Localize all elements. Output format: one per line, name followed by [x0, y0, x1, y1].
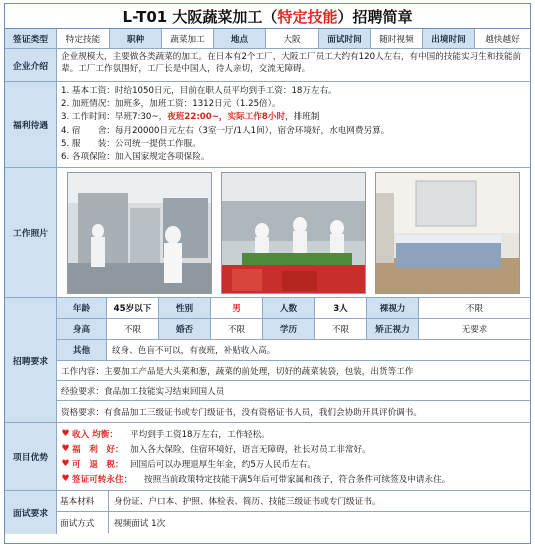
req-row-2 — [57, 319, 530, 340]
interview-label: 面试要求 — [5, 491, 57, 534]
interview-materials-label: 基本材料 — [57, 491, 109, 511]
interview-time-label: 面试时间 — [319, 29, 371, 48]
req-height-value: 不限 — [107, 319, 159, 339]
benefit-salary: 1. 基本工资：时给1050日元，目前在职人员平均到手工资：18万左右。 — [61, 86, 337, 96]
benefits-label: 福利待遇 — [5, 82, 57, 167]
photos-label: 工作照片 — [5, 168, 57, 297]
benefit-hours-highlight: 夜班22:00~，实际工作8小时 — [167, 112, 286, 123]
heart-icon: ♥ — [61, 473, 70, 484]
interview-materials-value: 身份证、户口本、护照、体检表、简历、技能三级证书或专门级证书。 — [114, 497, 381, 507]
benefits-row — [5, 82, 530, 168]
title-suffix: ）招聘简章 — [337, 7, 413, 26]
heart-icon: ♥ — [61, 428, 70, 439]
advantage-income-key: 收入 均衡： — [72, 429, 118, 440]
benefits-list — [57, 82, 530, 167]
recruitment-sheet — [4, 3, 531, 544]
req-corrected-vision-label: 矫正视力 — [367, 319, 419, 339]
advantage-tax-value: 回国后可以办理退厚生年金，约5万人民币左右。 — [130, 459, 316, 470]
factory-photo-2 — [221, 172, 366, 294]
departure-time-value: 越快越好 — [485, 34, 520, 45]
advantages-row — [5, 423, 530, 491]
advantage-visa-value: 按照当前政策特定技能干满5年后可带家属和孩子，符合条件可续签及申请永住。 — [144, 474, 451, 485]
job-type-value: 蔬菜加工 — [162, 29, 214, 48]
req-other-label: 其他 — [57, 340, 107, 360]
req-height-label: 身高 — [57, 319, 107, 339]
advantage-tax-key: 可 退 税： — [72, 459, 124, 470]
interview-materials-row — [57, 491, 530, 512]
req-married-label: 婚否 — [159, 319, 211, 339]
benefit-hours — [61, 111, 526, 124]
dorm-photo — [375, 172, 520, 294]
benefit-dorm: 4. 宿 舍：每月20000日元左右（3室一厅/1人1间），宿舍环境好，水电网费另算。 — [61, 125, 390, 136]
title-prefix: L-T01 大阪蔬菜加工（ — [122, 7, 278, 26]
req-naked-vision-value: 不限 — [465, 304, 484, 314]
visa-row — [5, 29, 530, 49]
benefit-uniform: 5. 服 装：公司统一提供工作服。 — [61, 138, 201, 149]
advantage-welfare — [59, 441, 528, 456]
company-label: 企业介绍 — [5, 49, 57, 81]
advantage-visa-key: 签证可转永住： — [72, 474, 133, 485]
benefit-insurance: 6. 各项保险：加入国家规定各项保险。 — [61, 152, 210, 163]
benefit-hours-a: 3. 工作时间：早班7:30~， — [61, 112, 168, 123]
req-row-1 — [57, 298, 530, 319]
req-gender-label: 性别 — [159, 298, 211, 318]
visa-label: 签证类型 — [5, 29, 57, 48]
heart-icon: ♥ — [61, 443, 70, 454]
req-qualification: 资格要求：有食品加工三级证书或专门级证书，没有资格证书人员，我们会协助开具评价调书。 — [61, 407, 422, 418]
advantage-welfare-value: 加入各大保险，住宿环境好，语言无障碍，社长对员工非常好。 — [130, 444, 371, 455]
req-row-other — [57, 340, 530, 361]
location-value: 大阪 — [266, 29, 319, 48]
heart-icon: ♥ — [61, 458, 70, 469]
interview-method-row — [57, 512, 530, 533]
req-age-label: 年龄 — [57, 298, 107, 318]
req-corrected-vision-value: 无要求 — [461, 325, 488, 335]
advantage-income — [59, 426, 528, 441]
req-education-value: 不限 — [315, 319, 367, 339]
departure-time-label: 出境时间 — [423, 29, 475, 48]
page-title — [5, 4, 530, 29]
job-type-label: 职种 — [110, 29, 162, 48]
req-experience: 经验要求：食品加工技能实习结束回国人员 — [57, 381, 530, 401]
factory-photo-1 — [67, 172, 212, 294]
req-gender-value: 男 — [211, 298, 263, 318]
visa-type-value: 特定技能 — [57, 29, 110, 48]
company-text: 企业规模大，主要做各类蔬菜的加工。在日本有2个工厂，大阪工厂员工大约有120人左右，有中国的技能实习生和技能前辈。工厂工作氛围好，工厂长是中国人，待人亲切，交流无障碍。 — [61, 52, 522, 75]
req-naked-vision-label: 裸视力 — [367, 298, 419, 318]
advantage-welfare-key: 福 利 好： — [72, 444, 124, 455]
advantages-label: 项目优势 — [5, 423, 57, 490]
req-other-value: 纹身、色盲不可以，有夜班，补贴收入高。 — [112, 346, 276, 356]
req-count-value: 3人 — [315, 298, 367, 318]
location-label: 地点 — [214, 29, 266, 48]
req-age-value: 45岁以下 — [107, 298, 159, 318]
interview-time-value: 随时视频 — [371, 29, 423, 48]
req-count-label: 人数 — [263, 298, 315, 318]
req-education-label: 学历 — [263, 319, 315, 339]
title-highlight: 特定技能 — [277, 7, 338, 26]
company-row — [5, 49, 530, 82]
interview-row — [5, 491, 530, 534]
interview-method-label: 面试方式 — [57, 512, 109, 533]
photos-row — [5, 168, 530, 298]
advantage-tax — [59, 456, 528, 471]
advantage-visa — [59, 471, 528, 486]
req-married-value: 不限 — [211, 319, 263, 339]
requirements-label: 招聘要求 — [5, 298, 57, 422]
advantage-income-value: 平均到手工资18万左右，工作轻松。 — [130, 429, 270, 440]
interview-method-value: 视频面试 1次 — [114, 518, 166, 529]
req-work-content: 工作内容：主要加工产品是大头菜和葱，蔬菜的前处理，切好的蔬菜装袋，包装，出货等工作 — [57, 361, 530, 381]
benefit-overtime: 2. 加班情况：加班多，加班工资：1312日元（1.25倍）。 — [61, 99, 281, 110]
benefit-hours-c: ，排班制 — [285, 112, 320, 123]
requirements-row — [5, 298, 530, 423]
